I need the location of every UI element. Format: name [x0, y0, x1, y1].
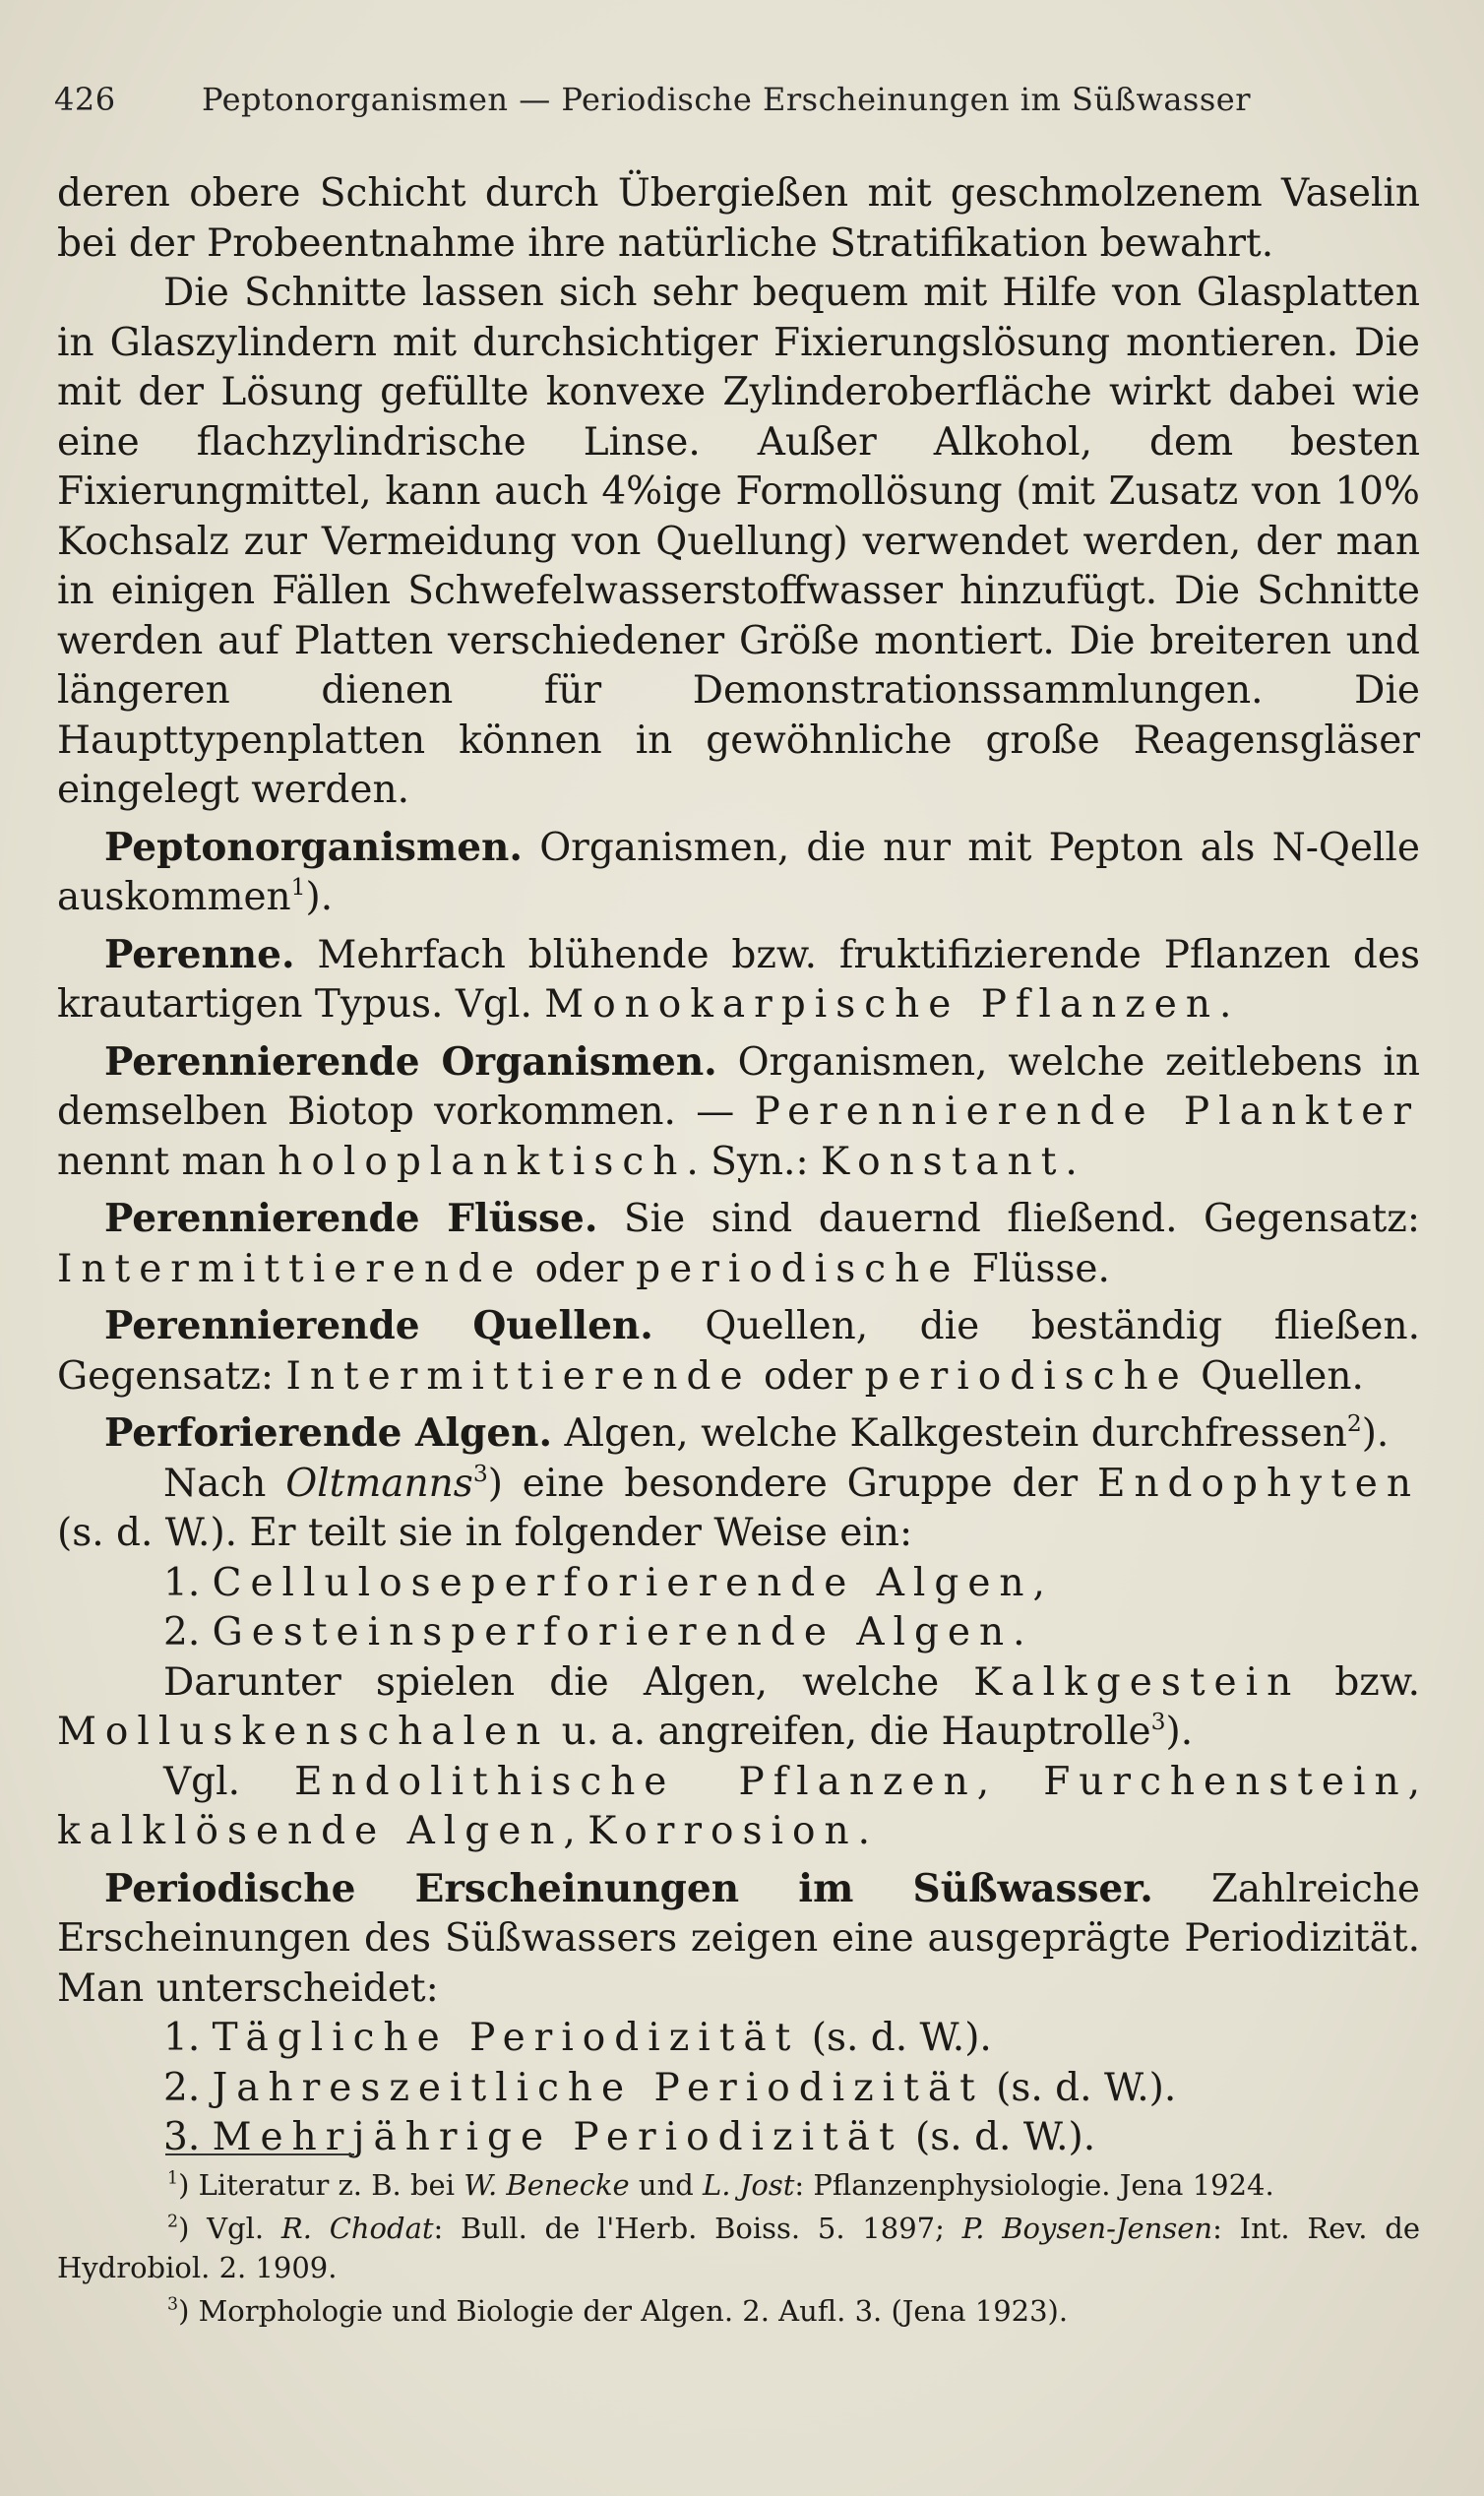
- algen-paragraph-hauptrolle: Darunter spielen die Algen, welche Kalkgestein bzw. Molluskenschalen u. a. angreifen, die Hauptrolle$^3$).: [57, 1659, 1420, 1754]
- entry-perforierende-algen: Perforierende Algen. Algen, welche Kalkgestein durchfressen$^2$).: [104, 1408, 1390, 1456]
- entry-perennierende-fluesse: Perennierende Flüsse. Sie sind dauernd fließend. Gegensatz: Intermittierende oder periodische Flüsse.: [57, 1196, 1420, 1291]
- cross-reference: Endolithische Pflanzen: [294, 1759, 977, 1804]
- footnote-separator: [165, 2153, 354, 2155]
- entry-lemma: Perforierende Algen.: [104, 1410, 553, 1456]
- entry-lemma: Perenne.: [104, 931, 295, 977]
- entry-perenne: Perenne. Mehrfach blühende bzw. fruktifizierende Pflanzen des krautartigen Typus. Vgl. Monokarpische Pflanzen.: [57, 931, 1420, 1027]
- list-item: 1. Celluloseperforierende Algen,: [163, 1560, 1045, 1605]
- footnote-2: $^2$) Vgl. R. Chodat: Bull. de l'Herb. Boiss. 5. 1897; P. Boysen-Jensen: Int. Rev. de Hydrobiol. 2. 1909.: [57, 2212, 1420, 2284]
- footnote-ref: 2: [1346, 1408, 1362, 1437]
- entry-perennierende-quellen: Perennierende Quellen. Quellen, die beständig fließen. Gegensatz: Intermittierende oder periodische Quellen.: [57, 1303, 1421, 1399]
- cross-reference: Intermittierende: [57, 1246, 524, 1291]
- spaced-term: Molluskenschalen: [57, 1710, 550, 1754]
- algen-paragraph-vgl: Vgl. Endolithische Pflanzen, Furchenstein, kalklösende Algen, Korrosion.: [57, 1759, 1420, 1853]
- footnotes: [57, 2165, 1420, 2331]
- cross-reference: Perennierende Plankter: [754, 1090, 1420, 1134]
- page-number: 426: [54, 81, 116, 118]
- author-name: Oltmanns: [285, 1461, 473, 1506]
- list-item: 2. Jahreszeitliche Periodizität (s. d. W.).: [163, 2065, 1177, 2110]
- cross-reference: Monokarpische Pflanzen: [544, 982, 1219, 1027]
- entry-peptonorganismen: Peptonorganismen. Organismen, die nur mit Pepton als N-Qelle auskommen$^1$).: [57, 824, 1420, 919]
- spaced-term: holoplanktisch: [278, 1139, 687, 1184]
- list-item: 2. Gesteinsperforierende Algen.: [163, 1610, 1025, 1654]
- footnote-ref: 3: [472, 1459, 488, 1487]
- footnote-3: $^3$) Morphologie und Biologie der Algen. 2. Aufl. 3. (Jena 1923).: [167, 2294, 1069, 2328]
- entry-lemma: Perennierende Quellen.: [104, 1303, 653, 1348]
- cross-reference: periodische: [864, 1353, 1189, 1399]
- entry-periodische-erscheinungen: Periodische Erscheinungen im Süßwasser. Zahlreiche Erscheinungen des Süßwassers zeigen eine ausgeprägte Periodizität. Man unterscheidet:: [57, 1865, 1420, 2011]
- paragraph-sections: Die Schnitte lassen sich sehr bequem mit Hilfe von Glasplatten in Glaszylindern mit durchsichtiger Fixierungslösung montieren. Die mit der Lösung gefüllte konvexe Zylinderoberfläche wirkt dabei wie eine flachzylindrische Linse. Außer Alkohol, dem besten Fixierungmittel, kann auch 4%ige Formollösung (mit Zusatz von 10% Kochsalz zur Vermeidung von Quellung) verwendet werden, der man in einigen Fällen Schwefelwasserstoffwasser hinzufügt. Die Schnitte werden auf Platten verschiedener Größe montiert. Die breiteren und längeren dienen für Demonstrationssammlungen. Die Haupttypenplatten können in gewöhnliche große Reagensgläser eingelegt werden.: [57, 271, 1420, 812]
- cross-reference: Konstant: [821, 1139, 1066, 1184]
- periodizitaet-list: [57, 2014, 1420, 2163]
- algen-list: [57, 1559, 1420, 1658]
- entry-lemma: Perennierende Organismen.: [104, 1038, 717, 1085]
- cross-reference: Furchenstein: [1043, 1759, 1408, 1804]
- footnote-ref: 3: [1150, 1707, 1166, 1735]
- entry-lemma: Perennierende Flüsse.: [104, 1196, 598, 1241]
- cross-reference: periodische: [636, 1246, 960, 1291]
- entry-lemma: Periodische Erscheinungen im Süßwasser.: [104, 1865, 1153, 1911]
- running-title: Peptonorganismen — Periodische Erscheinungen im Süßwasser: [202, 81, 1251, 118]
- cross-reference: Endophyten: [1096, 1461, 1420, 1506]
- entry-perennierende-organismen: Perennierende Organismen. Organismen, welche zeitlebens in demselben Biotop vorkommen. — Perennierende Plankter nennt man holoplanktisch. Syn.: Konstant.: [57, 1038, 1420, 1184]
- spaced-term: Kalkgestein: [973, 1659, 1301, 1705]
- list-item: 1. Tägliche Periodizität (s. d. W.).: [163, 2016, 992, 2060]
- cross-reference: Korrosion: [587, 1809, 858, 1853]
- paragraph-continuation: deren obere Schicht durch Übergießen mit geschmolzenem Vaselin bei der Probeentnahme ihre natürliche Stratifikation bewahrt.: [57, 171, 1420, 266]
- main-text: [57, 169, 1420, 2163]
- entry-lemma: Peptonorganismen.: [104, 824, 523, 870]
- running-header: [54, 81, 1432, 118]
- list-item: 3. Mehrjährige Periodizität (s. d. W.).: [163, 2115, 1096, 2159]
- algen-paragraph-oltmanns: Nach Oltmanns$^3$) eine besondere Gruppe der Endophyten (s. d. W.). Er teilt sie in folgender Weise ein:: [57, 1459, 1420, 1555]
- cross-reference: Intermittierende: [285, 1353, 752, 1399]
- cross-reference: kalklösende Algen: [57, 1809, 564, 1853]
- footnote-1: $^1$) Literatur z. B. bei W. Benecke und L. Jost: Pflanzenphysiologie. Jena 1924.: [167, 2168, 1274, 2202]
- footnote-ref: 1: [290, 872, 306, 901]
